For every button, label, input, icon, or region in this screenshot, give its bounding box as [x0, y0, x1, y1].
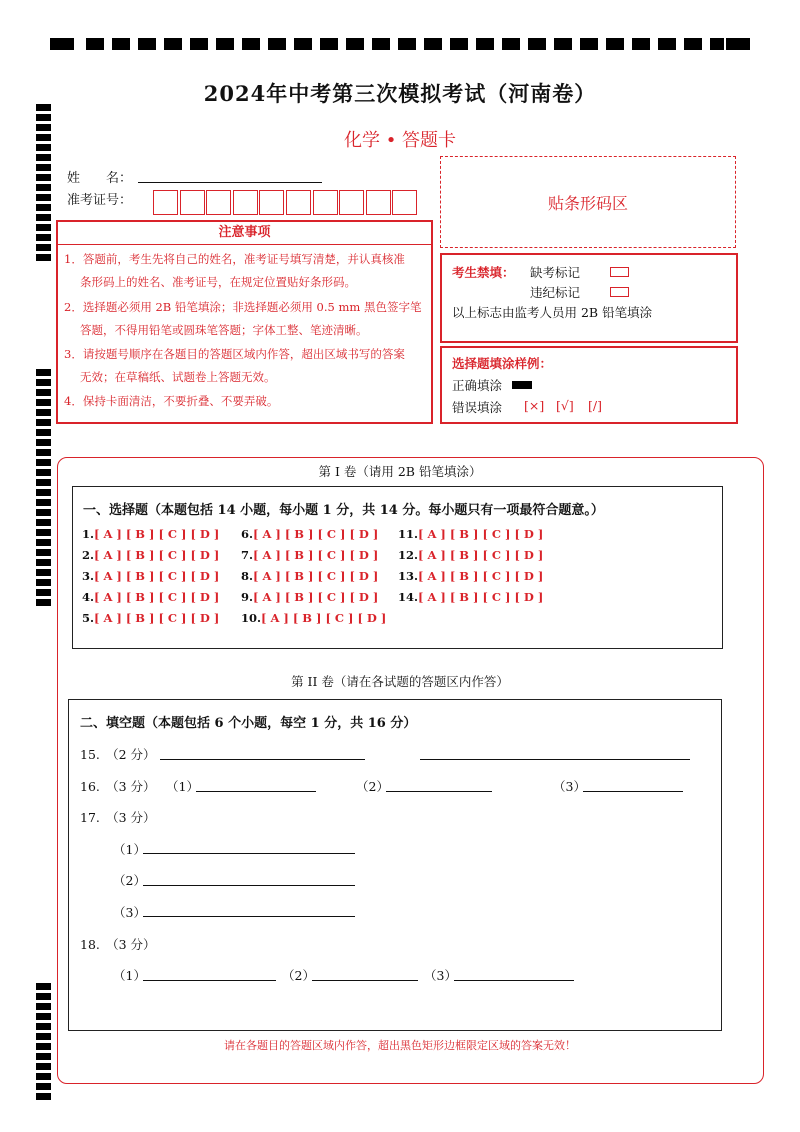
side-timing-mark — [36, 389, 51, 396]
side-timing-mark — [36, 479, 51, 486]
timing-mark — [164, 38, 182, 50]
id-digit-box[interactable] — [286, 190, 311, 215]
id-digit-box[interactable] — [233, 190, 258, 215]
fill-sample-box — [440, 346, 738, 424]
side-timing-mark — [36, 509, 51, 516]
choice-row-14[interactable]: 14.[ A ] [ B ] [ C ] [ D ] — [398, 590, 544, 604]
q18-sub3-label: （3） — [424, 968, 457, 983]
notice-box — [56, 220, 433, 424]
side-timing-mark — [36, 254, 51, 261]
timing-mark — [684, 38, 702, 50]
id-digit-box[interactable] — [259, 190, 284, 215]
side-timing-mark — [36, 214, 51, 221]
side-timing-mark — [36, 579, 51, 586]
q15-answer-line-2[interactable] — [420, 759, 690, 760]
timing-mark — [554, 38, 572, 50]
side-timing-mark — [36, 539, 51, 546]
q18-sub1-label: （1） — [113, 968, 146, 983]
timing-mark — [658, 38, 676, 50]
timing-mark — [346, 38, 364, 50]
timing-mark — [268, 38, 286, 50]
id-digit-box[interactable] — [313, 190, 338, 215]
side-timing-mark — [36, 399, 51, 406]
choice-row-12[interactable]: 12.[ A ] [ B ] [ C ] [ D ] — [398, 548, 544, 562]
subject-name: 化学 — [343, 130, 380, 151]
q15-answer-line-1[interactable] — [160, 759, 365, 760]
id-digit-box[interactable] — [392, 190, 417, 215]
card-subtitle — [0, 126, 800, 152]
q15-label: 15. （2 分） — [80, 747, 156, 762]
q17-sub3-label: （3） — [113, 905, 146, 920]
wrong-label: 错误填涂 — [452, 400, 503, 415]
timing-mark — [450, 38, 468, 50]
footer-warning: 请在各题目的答题区域内作答，超出黑色矩形边框限定区域的答案无效！ — [224, 1039, 576, 1052]
side-timing-mark — [36, 419, 51, 426]
side-timing-mark — [36, 559, 51, 566]
q16-answer-line-2[interactable] — [386, 791, 492, 792]
name-input-line[interactable] — [138, 182, 322, 183]
side-timing-mark — [36, 1003, 51, 1010]
notice-item: 1．答题前，考生先将自己的姓名，准考证号填写清楚，并认真核准 — [64, 252, 405, 266]
timing-mark — [294, 38, 312, 50]
timing-mark — [528, 38, 546, 50]
q18-answer-line-3[interactable] — [454, 980, 574, 981]
timing-mark — [424, 38, 442, 50]
q17-sub1-label: （1） — [113, 842, 146, 857]
fill-section — [68, 699, 722, 1031]
side-timing-mark — [36, 549, 51, 556]
notice-item: 3．请按题号顺序在各题目的答题区域内作答，超出区域书写的答案 — [64, 347, 405, 361]
timing-mark — [190, 38, 208, 50]
side-timing-mark — [36, 1053, 51, 1060]
side-timing-mark — [36, 489, 51, 496]
q16-answer-line-1[interactable] — [196, 791, 316, 792]
choice-heading: 一、选择题（本题包括 14 小题，每小题 1 分，共 14 分。每小题只有一项最符合题意。） — [83, 503, 604, 518]
timing-mark — [606, 38, 624, 50]
correct-label: 正确填涂 — [452, 378, 503, 393]
barcode-label: 贴条形码区 — [547, 193, 628, 213]
q18-sub2-label: （2） — [282, 968, 315, 983]
side-timing-mark — [36, 1023, 51, 1030]
choice-row-6[interactable]: 6.[ A ] [ B ] [ C ] [ D ] — [241, 527, 379, 541]
examinee-ban-box — [440, 253, 738, 343]
timing-mark — [726, 38, 750, 50]
name-label: 姓 名： — [67, 171, 133, 186]
choice-row-9[interactable]: 9.[ A ] [ B ] [ C ] [ D ] — [241, 590, 379, 604]
side-timing-mark — [36, 499, 51, 506]
timing-mark — [50, 38, 74, 50]
side-timing-mark — [36, 599, 51, 606]
side-timing-mark — [36, 409, 51, 416]
side-timing-mark — [36, 369, 51, 376]
side-timing-mark — [36, 449, 51, 456]
timing-mark — [86, 38, 104, 50]
side-timing-mark — [36, 224, 51, 231]
choice-row-3[interactable]: 3.[ A ] [ B ] [ C ] [ D ] — [82, 569, 220, 583]
side-timing-mark — [36, 519, 51, 526]
wrong-mark-check: [√] — [556, 398, 574, 413]
q17-answer-line-3[interactable] — [143, 916, 355, 917]
q17-sub2-label: （2） — [113, 873, 146, 888]
side-timing-mark — [36, 174, 51, 181]
id-digit-box[interactable] — [366, 190, 391, 215]
sample-title: 选择题填涂样例： — [452, 356, 553, 371]
side-timing-mark — [36, 184, 51, 191]
timing-mark — [710, 38, 724, 50]
q18-answer-line-2[interactable] — [312, 980, 418, 981]
wrong-mark-x: [×] — [524, 398, 545, 413]
side-timing-mark — [36, 234, 51, 241]
side-timing-mark — [36, 993, 51, 1000]
timing-mark — [502, 38, 520, 50]
q17-label: 17. （3 分） — [80, 810, 156, 825]
subtitle-dot: • — [385, 130, 397, 151]
timing-mark — [398, 38, 416, 50]
id-digit-box[interactable] — [180, 190, 205, 215]
notice-title: 注意事项 — [58, 222, 431, 245]
side-timing-mark — [36, 1063, 51, 1070]
q16-sub2-label: （2） — [356, 779, 389, 794]
timing-mark — [216, 38, 234, 50]
absent-mark-box[interactable] — [610, 267, 629, 277]
side-timing-mark — [36, 379, 51, 386]
timing-mark — [580, 38, 598, 50]
side-timing-mark — [36, 204, 51, 211]
id-digit-box[interactable] — [153, 190, 178, 215]
side-timing-mark — [36, 589, 51, 596]
side-timing-mark — [36, 429, 51, 436]
id-label: 准考证号： — [67, 193, 133, 208]
notice-item: 4．保持卡面清洁，不要折叠、不要弄破。 — [64, 394, 279, 408]
side-timing-mark — [36, 154, 51, 161]
side-timing-mark — [36, 164, 51, 171]
timing-mark — [632, 38, 650, 50]
id-digit-box[interactable] — [339, 190, 364, 215]
choice-row-2[interactable]: 2.[ A ] [ B ] [ C ] [ D ] — [82, 548, 220, 562]
side-timing-mark — [36, 569, 51, 576]
side-timing-mark — [36, 529, 51, 536]
q16-sub3-label: （3） — [553, 779, 586, 794]
page-title: 2024年中考第三次模拟考试（河南卷） — [203, 81, 597, 106]
fill-heading: 二、填空题（本题包括 6 个小题，每空 1 分，共 16 分） — [80, 716, 417, 731]
part2-label: 第 II 卷（请在各试题的答题区内作答） — [291, 674, 509, 689]
timing-mark — [138, 38, 156, 50]
notice-item: 答题，不得用铅笔或圆珠笔答题；字体工整、笔迹清晰。 — [80, 323, 368, 337]
part1-label: 第 I 卷（请用 2B 铅笔填涂） — [318, 464, 482, 479]
side-timing-mark — [36, 194, 51, 201]
side-timing-mark — [36, 1083, 51, 1090]
violation-label: 违纪标记 — [530, 285, 581, 300]
absent-label: 缺考标记 — [530, 265, 581, 280]
timing-mark — [372, 38, 390, 50]
q17-answer-line-1[interactable] — [143, 853, 355, 854]
side-timing-mark — [36, 114, 51, 121]
notice-item: 条形码上的姓名、准考证号，在规定位置贴好条形码。 — [80, 275, 356, 289]
q16-answer-line-3[interactable] — [583, 791, 683, 792]
violation-mark-box[interactable] — [610, 287, 629, 297]
choice-row-8[interactable]: 8.[ A ] [ B ] [ C ] [ D ] — [241, 569, 379, 583]
ban-note: 以上标志由监考人员用 2B 铅笔填涂 — [452, 305, 653, 320]
choice-row-5[interactable]: 5.[ A ] [ B ] [ C ] [ D ] — [82, 611, 220, 625]
choice-row-10[interactable]: 10.[ A ] [ B ] [ C ] [ D ] — [241, 611, 387, 625]
q16-sub1-label: （1） — [166, 779, 199, 794]
wrong-mark-slash: [/] — [588, 398, 602, 413]
side-timing-mark — [36, 1013, 51, 1020]
q18-label: 18. （3 分） — [80, 937, 156, 952]
notice-item: 无效；在草稿纸、试题卷上答题无效。 — [80, 370, 276, 384]
q16-label: 16. （3 分） — [80, 779, 156, 794]
side-timing-mark — [36, 983, 51, 990]
side-timing-mark — [36, 1073, 51, 1080]
timing-mark — [242, 38, 260, 50]
choice-row-4[interactable]: 4.[ A ] [ B ] [ C ] [ D ] — [82, 590, 220, 604]
side-timing-mark — [36, 244, 51, 251]
timing-mark — [476, 38, 494, 50]
side-timing-mark — [36, 1093, 51, 1100]
choice-row-7[interactable]: 7.[ A ] [ B ] [ C ] [ D ] — [241, 548, 379, 562]
id-digit-box[interactable] — [206, 190, 231, 215]
barcode-area — [440, 156, 736, 248]
q17-answer-line-2[interactable] — [143, 885, 355, 886]
timing-mark — [320, 38, 338, 50]
ban-title: 考生禁填： — [452, 265, 515, 280]
side-timing-mark — [36, 439, 51, 446]
timing-mark — [112, 38, 130, 50]
choice-row-1[interactable]: 1.[ A ] [ B ] [ C ] [ D ] — [82, 527, 220, 541]
notice-item: 2．选择题必须用 2B 铅笔填涂；非选择题必须用 0.5 mm 黑色签字笔 — [64, 300, 422, 314]
correct-fill-sample — [512, 381, 532, 389]
q18-answer-line-1[interactable] — [143, 980, 276, 981]
choice-row-11[interactable]: 11.[ A ] [ B ] [ C ] [ D ] — [398, 527, 544, 541]
card-name: 答题卡 — [402, 130, 457, 151]
choice-row-13[interactable]: 13.[ A ] [ B ] [ C ] [ D ] — [398, 569, 544, 583]
